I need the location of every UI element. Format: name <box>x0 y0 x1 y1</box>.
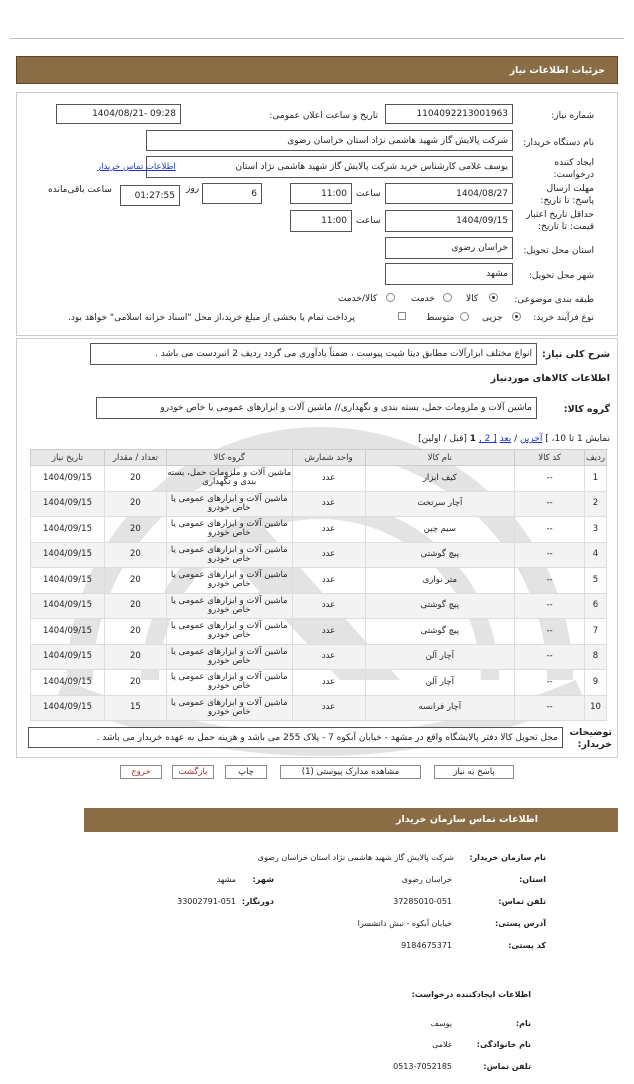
name-value: یوسف <box>430 1019 452 1028</box>
creator-info-title: اطلاعات ایجادکننده درخواست: <box>411 990 531 999</box>
table-cell: عدد <box>292 670 365 696</box>
table-cell: عدد <box>292 695 365 721</box>
table-cell: ماشین آلات و ابزارهای عمومی یا خاص خودرو <box>166 542 292 568</box>
table-cell: 6 <box>585 593 607 619</box>
table-cell: ماشین آلات و ابزارهای عمومی یا خاص خودرو <box>166 491 292 517</box>
pager-prev-first: [قبل / اولین] <box>418 434 467 444</box>
table-cell: -- <box>515 619 585 645</box>
contact-info-link[interactable]: اطلاعات تماس خریدار <box>97 162 176 172</box>
announce-field: 1404/08/21- 09:28 <box>56 104 181 124</box>
table-cell: -- <box>515 695 585 721</box>
page-title: جزئیات اطلاعات نیاز <box>509 65 605 76</box>
table-cell: 20 <box>104 491 166 517</box>
table-cell: عدد <box>292 593 365 619</box>
table-cell: ماشین آلات و ابزارهای عمومی یا خاص خودرو <box>166 568 292 594</box>
table-cell: 8 <box>585 644 607 670</box>
table-cell: -- <box>515 517 585 543</box>
table-cell: عدد <box>292 568 365 594</box>
table-cell: 2 <box>585 491 607 517</box>
table-cell: 20 <box>104 517 166 543</box>
category-both-label: کالا/خدمت <box>338 294 378 304</box>
back-button[interactable]: بازگشت <box>172 765 214 779</box>
table-cell: 1404/09/15 <box>31 466 105 492</box>
table-cell: پیچ گوشتی <box>365 542 515 568</box>
announce-label: تاریخ و ساعت اعلان عمومی: <box>269 111 378 121</box>
table-cell: 20 <box>104 593 166 619</box>
table-row <box>31 593 607 619</box>
process-medium-label: متوسط <box>426 313 455 323</box>
table-header-cell: گروه کالا <box>166 450 292 466</box>
table-cell: 1404/09/15 <box>31 619 105 645</box>
table-cell: 20 <box>104 619 166 645</box>
table-cell: عدد <box>292 466 365 492</box>
table-header-cell: تاریخ نیاز <box>31 450 105 466</box>
table-cell: 20 <box>104 466 166 492</box>
table-cell: ماشین آلات و ابزارهای عمومی یا خاص خودرو <box>166 670 292 696</box>
goods-title: اطلاعات کالاهای موردنیاز <box>490 373 610 384</box>
table-cell: 1404/09/15 <box>31 542 105 568</box>
attachments-button[interactable]: مشاهده مدارک پیوستی (1) <box>280 765 421 779</box>
deadline-time-label: ساعت <box>356 189 381 199</box>
deadline-time-field: 11:00 <box>290 183 352 204</box>
pager-current: 1 <box>469 434 477 444</box>
summary-field: انواع مختلف ابزارآلات مطابق دیتا شیت پیوست ، ضمناً یادآوری می گردد ردیف 2 انبردست می باشد . <box>90 343 537 365</box>
org-label: نام سازمان خریدار: <box>469 853 546 862</box>
fax-label: دورنگار: <box>241 897 274 906</box>
table-cell: 20 <box>104 670 166 696</box>
table-header-cell: تعداد / مقدار <box>104 450 166 466</box>
c-city-label: شهر: <box>252 875 274 884</box>
table-row <box>31 644 607 670</box>
process-label: نوع فرآیند خرید: <box>533 313 594 323</box>
pager-next-link[interactable]: بعد <box>499 434 512 444</box>
org-value: شرکت پالایش گاز شهید هاشمی نژاد استان خراسان رضوی <box>257 853 454 862</box>
treasury-note: پرداخت تمام یا بخشی از مبلغ خرید،از محل "اسناد خزانه اسلامی" خواهد بود. <box>68 313 356 323</box>
table-cell: عدد <box>292 619 365 645</box>
name-label: نام: <box>515 1019 531 1028</box>
exit-button[interactable]: خروج <box>120 765 162 779</box>
page-header <box>16 56 618 84</box>
table-header-cell: ردیف <box>585 450 607 466</box>
table-cell: عدد <box>292 491 365 517</box>
province-field: خراسان رضوی <box>385 237 513 259</box>
table-cell: 1404/09/15 <box>31 593 105 619</box>
table-row <box>31 466 607 492</box>
address-value: خیابان آبکوه - نبش دانشسرا <box>357 919 452 928</box>
table-cell: -- <box>515 644 585 670</box>
pager <box>418 434 610 444</box>
creator-field <box>146 156 513 178</box>
buyer-notes-field: محل تحویل کالا دفتر پالایشگاه واقع در مشهد - خیابان آبکوه 7 - پلاک 255 می باشد و هزینه حمل به عهده خریدار می باشد . <box>28 727 563 748</box>
group-label: گروه کالا: <box>563 404 610 415</box>
table-cell: عدد <box>292 644 365 670</box>
table-cell: -- <box>515 491 585 517</box>
table-row <box>31 568 607 594</box>
print-button[interactable]: چاپ <box>225 765 267 779</box>
day-label: روز <box>186 184 200 194</box>
phone-value: 37285010-051 <box>393 897 452 906</box>
category-both-radio[interactable] <box>386 293 395 302</box>
process-minor-radio[interactable] <box>512 312 521 321</box>
table-row <box>31 670 607 696</box>
need-number-field: 1104092213001963 <box>385 104 513 124</box>
table-cell: ماشین آلات و ابزارهای عمومی یا خاص خودرو <box>166 593 292 619</box>
table-cell: 5 <box>585 568 607 594</box>
process-medium-radio[interactable] <box>460 312 469 321</box>
table-cell: 1404/09/15 <box>31 670 105 696</box>
phone-label: تلفن تماس: <box>498 897 546 906</box>
top-divider <box>10 38 624 39</box>
pager-prefix: نمایش 1 تا 10، ] <box>545 434 610 444</box>
table-cell: ماشین آلات و ابزارهای عمومی یا خاص خودرو <box>166 695 292 721</box>
pager-last-link[interactable]: آخرین <box>520 434 543 444</box>
contact-header <box>84 808 618 832</box>
table-cell: 1404/09/15 <box>31 517 105 543</box>
deadline-label: مهلت ارسال پاسخ: تا تاریخ: <box>540 184 594 206</box>
creator-value: یوسف غلامی کارشناس خرید شرکت پالایش گاز شهید هاشمی نژاد استان <box>235 162 508 172</box>
table-cell: -- <box>515 466 585 492</box>
table-body <box>31 466 607 721</box>
table-cell: پیچ گوشتی <box>365 593 515 619</box>
table-cell: 20 <box>104 568 166 594</box>
table-cell: سیم چین <box>365 517 515 543</box>
table-row <box>31 517 607 543</box>
process-minor-label: جزیی <box>482 313 503 323</box>
table-cell: -- <box>515 593 585 619</box>
table-cell: آچار آلن <box>365 644 515 670</box>
table-cell: 3 <box>585 517 607 543</box>
days-field: 6 <box>202 183 262 204</box>
table-cell: 1404/09/15 <box>31 491 105 517</box>
contact-title: اطلاعات تماس سازمان خریدار <box>395 814 538 825</box>
table-cell: آچار آلن <box>365 670 515 696</box>
table-header-cell: کد کالا <box>515 450 585 466</box>
creator-label: ایجاد کننده درخواست: <box>553 158 594 180</box>
table-cell: کیف ابزار <box>365 466 515 492</box>
table-cell: -- <box>515 670 585 696</box>
table-cell: ماشین آلات و ملزومات حمل، بسته بندی و نگهداری <box>166 466 292 492</box>
table-cell: 9 <box>585 670 607 696</box>
pager-page-2[interactable]: [ 2 , <box>478 434 497 444</box>
table-cell: 4 <box>585 542 607 568</box>
category-goods-radio[interactable] <box>489 293 498 302</box>
goods-table <box>30 449 607 721</box>
table-cell: 1404/09/15 <box>31 695 105 721</box>
table-cell: آچار سرتخت <box>365 491 515 517</box>
creator-phone-label: تلفن تماس: <box>483 1062 531 1071</box>
table-cell: 1 <box>585 466 607 492</box>
province-label: استان محل تحویل: <box>523 246 594 256</box>
group-field: ماشین آلات و ملزومات حمل، بسته بندی و نگهداری// ماشین آلات و ابزارهای عمومی یا خاص خودرو <box>96 397 537 419</box>
c-province-value: خراسان رضوی <box>401 875 452 884</box>
summary-label: شرح کلی نیاز: <box>541 349 610 360</box>
c-province-label: استان: <box>519 875 546 884</box>
table-row <box>31 491 607 517</box>
family-value: غلامی <box>432 1040 452 1049</box>
table-cell: ماشین آلات و ابزارهای عمومی یا خاص خودرو <box>166 619 292 645</box>
table-header-row <box>31 450 607 466</box>
validity-date-field: 1404/09/15 <box>385 210 513 232</box>
postal-value: 9184675371 <box>401 941 452 950</box>
table-header-cell: نام کالا <box>365 450 515 466</box>
category-goods-label: کالا <box>466 294 479 304</box>
table-row <box>31 695 607 721</box>
table-cell: آچار فرانسه <box>365 695 515 721</box>
need-number-label: شماره نیاز: <box>551 111 594 121</box>
city-label: شهر محل تحویل: <box>528 271 594 281</box>
table-cell: 20 <box>104 542 166 568</box>
category-service-radio[interactable] <box>443 293 452 302</box>
creator-phone-value: 0513-7052185 <box>393 1062 452 1071</box>
buyer-label: نام دستگاه خریدار: <box>523 138 594 148</box>
pager-sep: / <box>511 434 520 444</box>
treasury-checkbox[interactable] <box>398 312 406 320</box>
table-cell: عدد <box>292 542 365 568</box>
table-cell: 15 <box>104 695 166 721</box>
table-cell: -- <box>515 568 585 594</box>
city-field: مشهد <box>385 263 513 285</box>
table-header-cell: واحد شمارش <box>292 450 365 466</box>
table-cell: ماشین آلات و ابزارهای عمومی یا خاص خودرو <box>166 644 292 670</box>
table-cell: -- <box>515 542 585 568</box>
validity-label: حداقل تاریخ اعتبار قیمت: تا تاریخ: <box>526 210 594 232</box>
deadline-date-field: 1404/08/27 <box>385 183 513 204</box>
table-cell: 1404/09/15 <box>31 644 105 670</box>
table-cell: 20 <box>104 644 166 670</box>
table-cell: ماشین آلات و ابزارهای عمومی یا خاص خودرو <box>166 517 292 543</box>
fax-value: 33002791-051 <box>177 897 236 906</box>
table-row <box>31 542 607 568</box>
reply-button[interactable]: پاسخ به نیاز <box>434 765 514 779</box>
category-label: طبقه بندی موضوعی: <box>514 295 594 305</box>
address-label: آدرس پستی: <box>495 919 546 928</box>
remaining-label: ساعت باقی‌مانده <box>48 185 112 195</box>
table-cell: عدد <box>292 517 365 543</box>
buyer-field: شرکت پالایش گاز شهید هاشمی نژاد استان خراسان رضوی <box>146 130 513 151</box>
table-row <box>31 619 607 645</box>
table-cell: پیچ گوشتی <box>365 619 515 645</box>
category-service-label: خدمت <box>411 294 435 304</box>
validity-time-field: 11:00 <box>290 210 352 232</box>
buyer-notes-label: توضیحات خریدار: <box>569 727 612 750</box>
table-cell: متر نواری <box>365 568 515 594</box>
table-cell: 1404/09/15 <box>31 568 105 594</box>
table-cell: 10 <box>585 695 607 721</box>
remaining-time-field: 01:27:55 <box>120 185 180 206</box>
table-cell: 7 <box>585 619 607 645</box>
family-label: نام خانوادگی: <box>476 1040 531 1049</box>
postal-label: کد پستی: <box>508 941 546 950</box>
c-city-value: مشهد <box>216 875 236 884</box>
validity-time-label: ساعت <box>356 216 381 226</box>
